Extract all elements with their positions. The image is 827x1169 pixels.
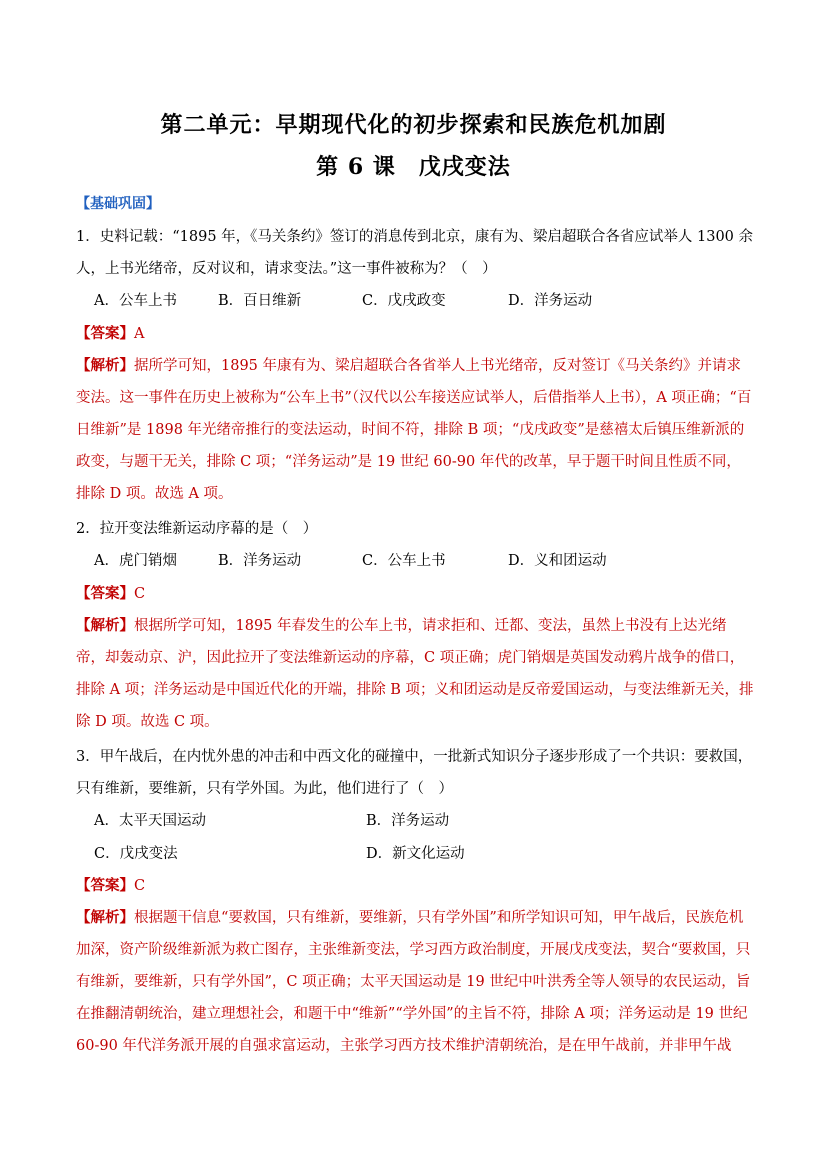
question-2-analysis [76,610,754,738]
question-1-option-d: D．洋务运动 [508,293,593,309]
analysis-tag: 【解析】 [76,909,134,926]
question-3-stem: 3．甲午战后，在内忧外患的冲击和中西文化的碰撞中，一批新式知识分子逐步形成了一个共识：要救国，只有维新，要维新，只有学外国。为此，他们进行了（ ） [76,749,753,797]
question-1-option-a: A．公车上书 [94,293,177,309]
question-1-options [76,285,754,317]
unit-title: 第二单元：早期现代化的初步探索和民族危机加剧 [160,112,667,138]
answer-value: A [134,326,145,342]
question-3-options-row1 [76,805,754,837]
question-3-analysis [76,902,754,1062]
analysis-text: 据所学可知，1895 年康有为、梁启超联合各省举人上书光绪帝，反对签订《马关条约》并请求变法。这一事件在历史上被称为“公车上书”（汉代以公车接送应试举人，后借指举人上书），A 项正确；“百日维新”是 1898 年光绪帝推行的变法运动，时间不符，排除 B 项；“戊戌政变”是慈禧太后镇压维新派的政变，与题干无关，排除 C 项；“洋务运动”是 19 世纪 60-90 年代的改革，早于题干时间且性质不同，排除 D 项。故选 A 项。 [76,358,752,502]
analysis-tag: 【解析】 [76,357,134,374]
question-3-option-a: A．太平天国运动 [94,813,206,829]
answer-tag: 【答案】 [76,585,134,602]
answer-tag: 【答案】 [76,325,134,342]
question-2-answer [76,578,145,610]
question-1-answer [76,318,144,350]
analysis-text: 根据题干信息“要救国，只有维新，要维新，只有学外国”和所学知识可知，甲午战后，民族危机加深，资产阶级维新派为救亡图存，主张维新变法，学习西方政治制度，开展戊戌变法，契合“要救国，只有维新，要维新，只有学外国”，C 项正确；太平天国运动是 19 世纪中叶洪秀全等人领导的农民运动，旨在推翻清朝统治，建立理想社会，和题干中“维新”“学外国”的主旨不符，排除 A 项；洋务运动是 19 世纪 60-90 年代洋务派开展的自强求富运动，主张学习西方技术维护清朝统治，是在甲午战前，并非甲午战 [76,910,751,1054]
analysis-tag: 【解析】 [76,617,134,634]
section-tag-basic: 【基础巩固】 [76,196,160,212]
question-3-option-c: C．戊戌变法 [94,846,178,862]
question-2-option-c: C．公车上书 [362,553,446,569]
analysis-text: 根据所学可知，1895 年春发生的公车上书，请求拒和、迁都、变法，虽然上书没有上达光绪帝，却轰动京、沪，因此拉开了变法维新运动的序幕，C 项正确；虎门销烟是英国发动鸦片战争的借口，排除 A 项；洋务运动是中国近代化的开端，排除 B 项；义和团运动是反帝爱国运动，与变法维新无关，排除 D 项。故选 C 项。 [76,618,754,730]
answer-tag: 【答案】 [76,877,134,894]
question-2-option-b: B．洋务运动 [218,553,302,569]
question-1-analysis [76,350,754,510]
question-1-option-c: C．戊戌政变 [362,293,446,309]
lesson-title: 第 6 课 戊戌变法 [316,154,511,180]
question-3-answer [76,870,145,902]
question-2-option-a: A．虎门销烟 [94,553,177,569]
question-1-option-b: B．百日维新 [218,293,302,309]
question-2-option-d: D．义和团运动 [508,553,607,569]
question-3-options-row2 [76,838,754,870]
answer-value: C [134,586,146,602]
question-2-options [76,545,754,577]
answer-value: C [134,878,146,894]
question-1-stem: 1．史料记载：“1895 年，《马关条约》签订的消息传到北京，康有为、梁启超联合各省应试举人 1300 余人，上书光绪帝，反对议和，请求变法。”这一事件被称为？（ ） [76,229,754,277]
question-3-option-b: B．洋务运动 [366,813,450,829]
question-2-stem: 2．拉开变法维新运动序幕的是（ ） [76,521,318,537]
question-3-option-d: D．新文化运动 [366,846,465,862]
